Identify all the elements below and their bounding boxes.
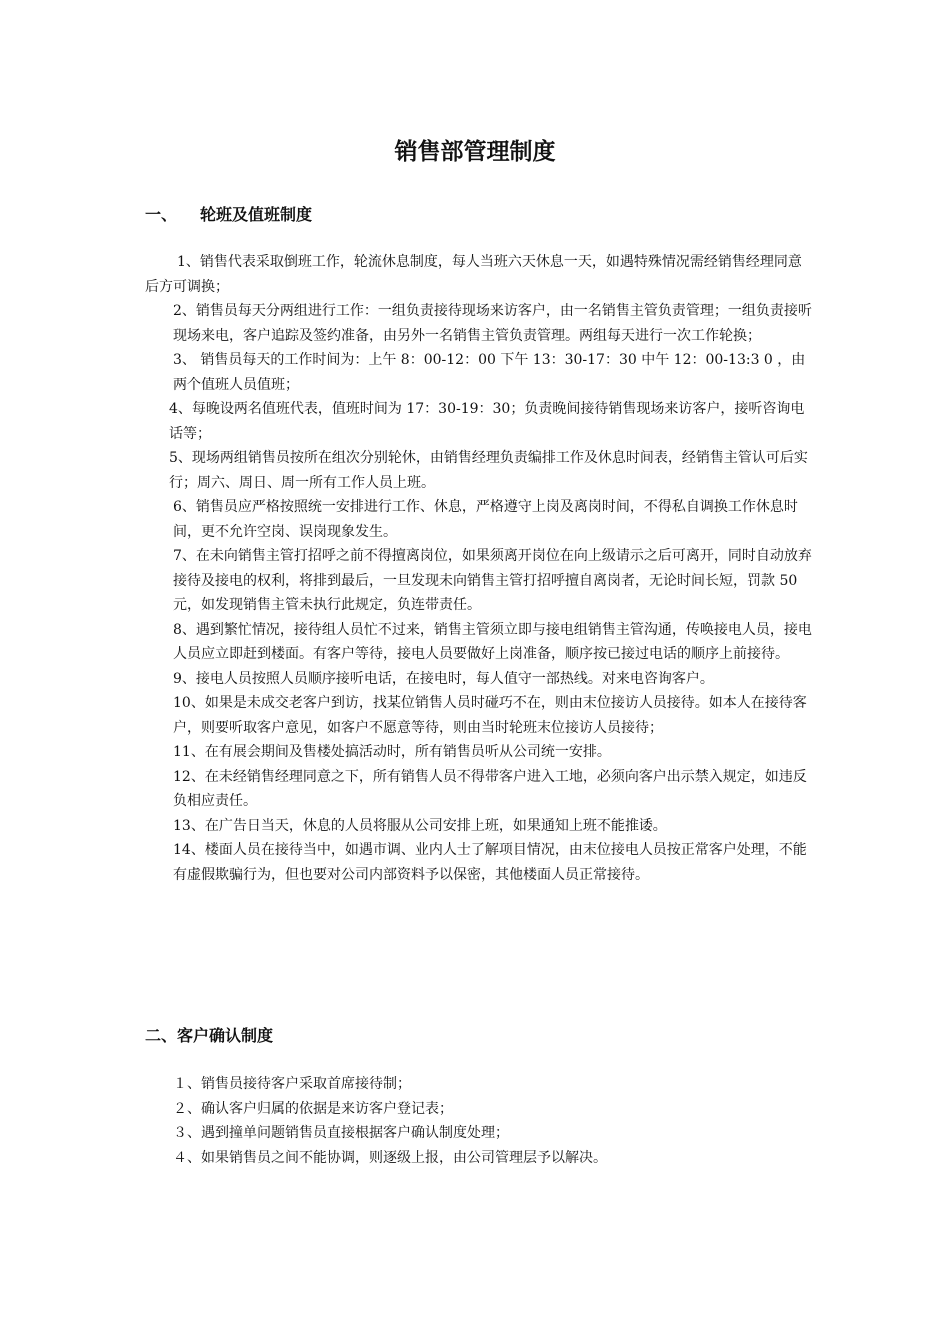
- customer-confirmation-rules-list: [173, 1072, 813, 1170]
- rule-item-3: 3、 销售员每天的工作时间为：上午 8：00-12：00 下午 13：30-17：30 中午 12：00-13:3 0 ，由两个值班人员值班；: [173, 352, 806, 393]
- rule-item-9: 9、接电人员按照人员顺序接听电话，在接电时，每人值守一部热线。对来电咨询客户。: [173, 670, 714, 687]
- shift-duty-rules-list: [145, 250, 815, 887]
- document-title: 销售部管理制度: [394, 139, 556, 165]
- section1-heading: [145, 203, 312, 227]
- rule-item-8: 8、遇到繁忙情况，接待组人员忙不过来，销售主管须立即与接电组销售主管沟通，传唤接电人员，接电人员应立即赶到楼面。有客户等待，接电人员要做好上岗准备，顺序按已接过电话的顺序上前接待。: [173, 621, 812, 662]
- section2-heading: 二、客户确认制度: [145, 1026, 274, 1045]
- confirm-item-4: ４、如果销售员之间不能协调，则逐级上报，由公司管理层予以解决。: [173, 1149, 607, 1166]
- confirm-item-3: ３、遇到撞单问题销售员直接根据客户确认制度处理；: [173, 1125, 509, 1141]
- rule-item-5: 5、现场两组销售员按所在组次分别轮休，由销售经理负责编排工作及休息时间表，经销售主管认可后实行；周六、周日、周一所有工作人员上班。: [169, 450, 808, 491]
- rule-item-7: 7、在未向销售主管打招呼之前不得擅离岗位，如果须离开岗位在向上级请示之后可离开，同时自动放弃接待及接电的权利，将排到最后，一旦发现未向销售主管打招呼擅自离岗者，无论时间长短，罚款 50 元，如发现销售主管未执行此规定，负连带责任。: [173, 548, 812, 613]
- confirm-item-1: １、销售员接待客户采取首席接待制；: [173, 1076, 411, 1092]
- confirm-item-2: ２、确认客户归属的依据是来访客户登记表；: [173, 1100, 453, 1117]
- rule-item-4: 4、每晚设两名值班代表，值班时间为 17：30-19：30；负责晚间接待销售现场来访客户，接听咨询电话等；: [169, 401, 805, 442]
- rule-item-13: 13、在广告日当天，休息的人员将服从公司安排上班，如果通知上班不能推诿。: [173, 817, 667, 834]
- section1-title: 轮班及值班制度: [200, 205, 313, 224]
- rule-item-2: 2、销售员每天分两组进行工作：一组负责接待现场来访客户，由一名销售主管负责管理；一组负责接听现场来电，客户追踪及签约准备，由另外一名销售主管负责管理。两组每天进行一次工作轮换；: [173, 303, 812, 344]
- rule-item-6: 6、销售员应严格按照统一安排进行工作、休息，严格遵守上岗及离岗时间，不得私自调换工作休息时间，更不允许空岗、误岗现象发生。: [173, 499, 798, 540]
- section1-number: 一、: [145, 205, 178, 224]
- rule-item-14: 14、楼面人员在接待当中，如遇市调、业内人士了解项目情况，由末位接电人员按正常客户处理，不能有虚假欺骗行为，但也要对公司内部资料予以保密，其他楼面人员正常接待。: [173, 842, 807, 883]
- rule-item-12: 12、在未经销售经理同意之下，所有销售人员不得带客户进入工地，必须向客户出示禁入规定，如违反负相应责任。: [173, 768, 807, 809]
- rule-item-11: 11、在有展会期间及售楼处搞活动时，所有销售员听从公司统一安排。: [173, 744, 611, 760]
- rule-item-10: 10、如果是未成交老客户到访，找某位销售人员时碰巧不在，则由末位接访人员接待。如本人在接待客户，则要听取客户意见，如客户不愿意等待，则由当时轮班末位接访人员接待；: [173, 695, 807, 736]
- rule-item-1: 1、销售代表采取倒班工作，轮流休息制度，每人当班六天休息一天，如遇特殊情况需经销售经理同意后方可调换；: [145, 254, 802, 295]
